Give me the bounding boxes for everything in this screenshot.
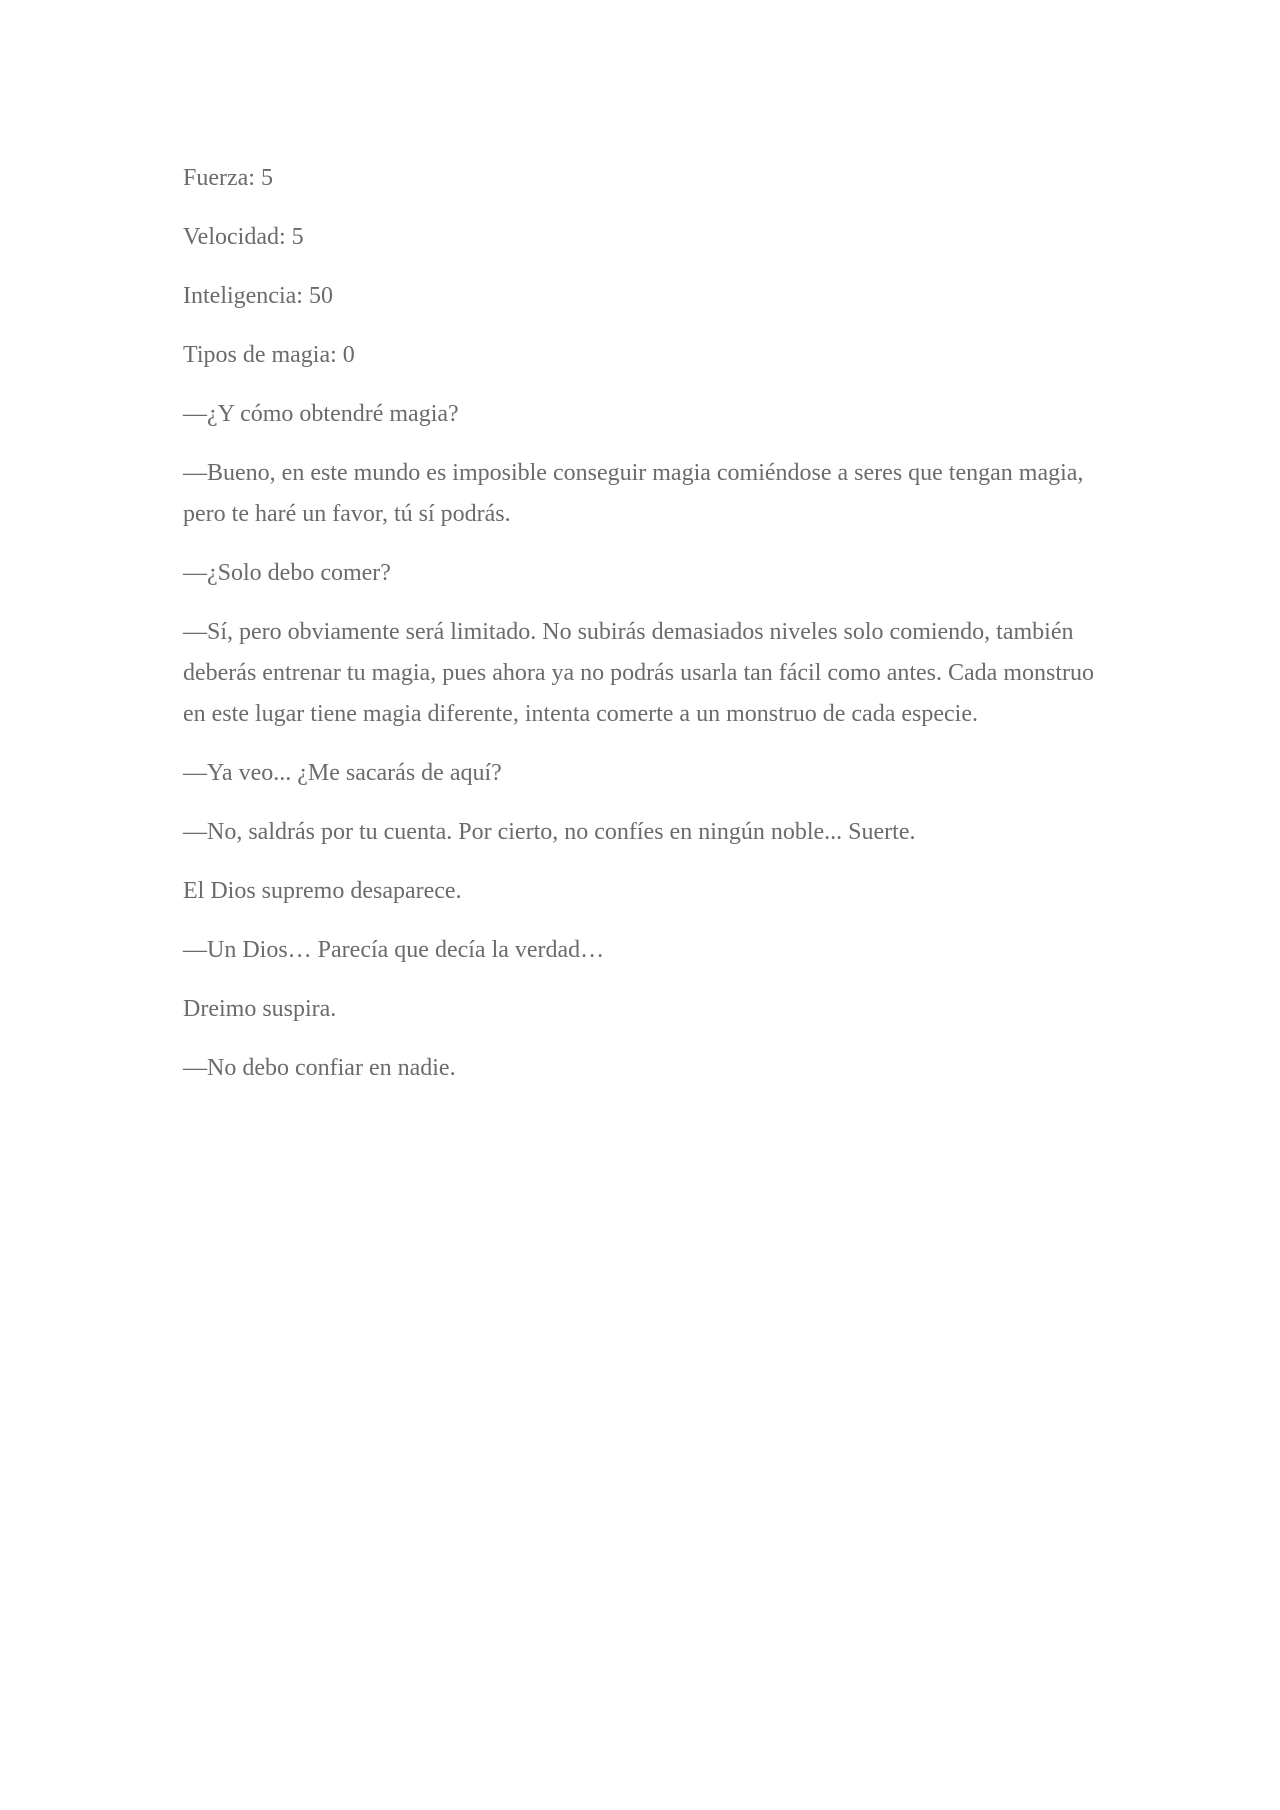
dialogue-paragraph: —¿Solo debo comer? [183, 560, 391, 586]
stat-magic-types: Tipos de magia: 0 [183, 342, 355, 368]
dialogue-paragraph: —Sí, pero obviamente será limitado. No subirás demasiados niveles solo comiendo, también deberás entrenar tu magia, pues ahora ya no podrás usarla tan fácil como antes. Cada monstruo en este lugar tiene magia diferente, intenta comerte a un monstruo de cada especie. [183, 619, 1095, 727]
narration-paragraph: Dreimo suspira. [183, 996, 337, 1022]
narration-paragraph: El Dios supremo desaparece. [183, 878, 462, 904]
dialogue-paragraph: —Ya veo... ¿Me sacarás de aquí? [183, 760, 502, 786]
dialogue-paragraph: —Un Dios… Parecía que decía la verdad… [183, 937, 605, 963]
stat-strength: Fuerza: 5 [183, 165, 273, 191]
dialogue-paragraph: —¿Y cómo obtendré magia? [183, 401, 459, 427]
dialogue-paragraph: —No debo confiar en nadie. [183, 1055, 456, 1081]
stat-intelligence: Inteligencia: 50 [183, 283, 333, 309]
dialogue-paragraph: —Bueno, en este mundo es imposible conseguir magia comiéndose a seres que tengan magia, pero te haré un favor, tú sí podrás. [183, 460, 1084, 527]
stat-speed: Velocidad: 5 [183, 224, 304, 250]
dialogue-paragraph: —No, saldrás por tu cuenta. Por cierto, no confíes en ningún noble... Suerte. [183, 819, 916, 845]
document-body [183, 158, 1103, 1107]
